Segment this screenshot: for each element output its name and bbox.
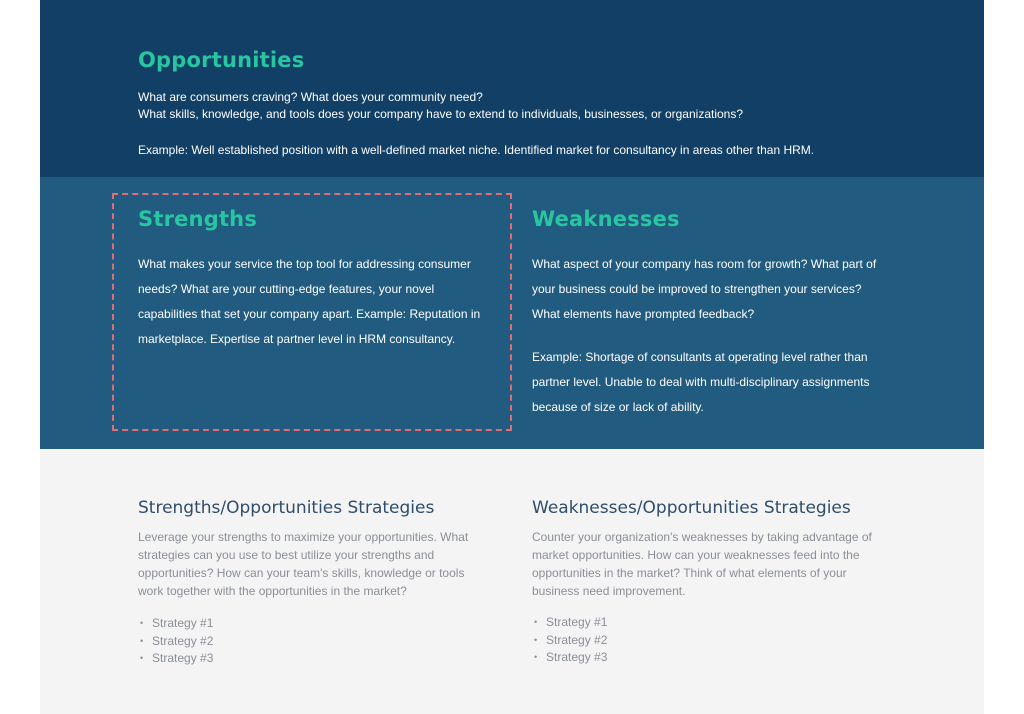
list-item: • Strategy #2: [138, 633, 213, 651]
opportunities-section: [40, 0, 984, 177]
list-item: • Strategy #1: [138, 615, 213, 633]
opportunities-example: Example: Well established position with a well-defined market niche. Identified market for consultancy in areas other than HRM.: [138, 143, 815, 157]
strategies-section: [40, 449, 984, 714]
so-strategies-text: Leverage your strengths to maximize your opportunities. What strategies can you use to best utilize your strengths and opportunities? How can your team's skills, knowledge or tools work together with the opportunities in the market?: [138, 530, 469, 598]
weaknesses-body: [532, 252, 887, 420]
so-strategies-list: [138, 615, 213, 668]
wo-strategies-list: [532, 614, 607, 667]
list-item: • Strategy #1: [532, 614, 607, 632]
list-item: • Strategy #3: [138, 650, 213, 668]
weaknesses-text-2: Example: Shortage of consultants at operating level rather than partner level. Unable to deal with multi-disciplinary assignments because of size or lack of ability.: [532, 350, 870, 414]
wo-strategies-text: Counter your organization's weaknesses by taking advantage of market opportunities. How can your weaknesses feed into the opportunities in the market? Think of what elements of your business need improvement.: [532, 530, 872, 598]
opportunities-question-1: What are consumers craving? What does your community need?: [138, 90, 483, 104]
list-item: • Strategy #2: [532, 632, 607, 650]
so-strategies-title: Strengths/Opportunities Strategies: [138, 498, 435, 518]
opportunities-title: Opportunities: [138, 48, 305, 72]
weaknesses-text-1: What aspect of your company has room for growth? What part of your business could be improved to strengthen your services? What elements have prompted feedback?: [532, 257, 877, 321]
wo-strategies-title: Weaknesses/Opportunities Strategies: [532, 498, 851, 518]
list-item: • Strategy #3: [532, 649, 607, 667]
strengths-weaknesses-section: [40, 177, 984, 449]
strengths-title: Strengths: [138, 207, 258, 231]
opportunities-question-2: What skills, knowledge, and tools does your company have to extend to individuals, businesses, or organizations?: [138, 107, 744, 121]
strengths-body: [138, 252, 488, 352]
weaknesses-title: Weaknesses: [532, 207, 680, 231]
swot-page: [40, 0, 984, 714]
strengths-text: What makes your service the top tool for addressing consumer needs? What are your cutting-edge features, your novel capabilities that set your company apart. Example: Reputation in marketplace. Expertise at partner level in HRM consultancy.: [138, 257, 481, 346]
